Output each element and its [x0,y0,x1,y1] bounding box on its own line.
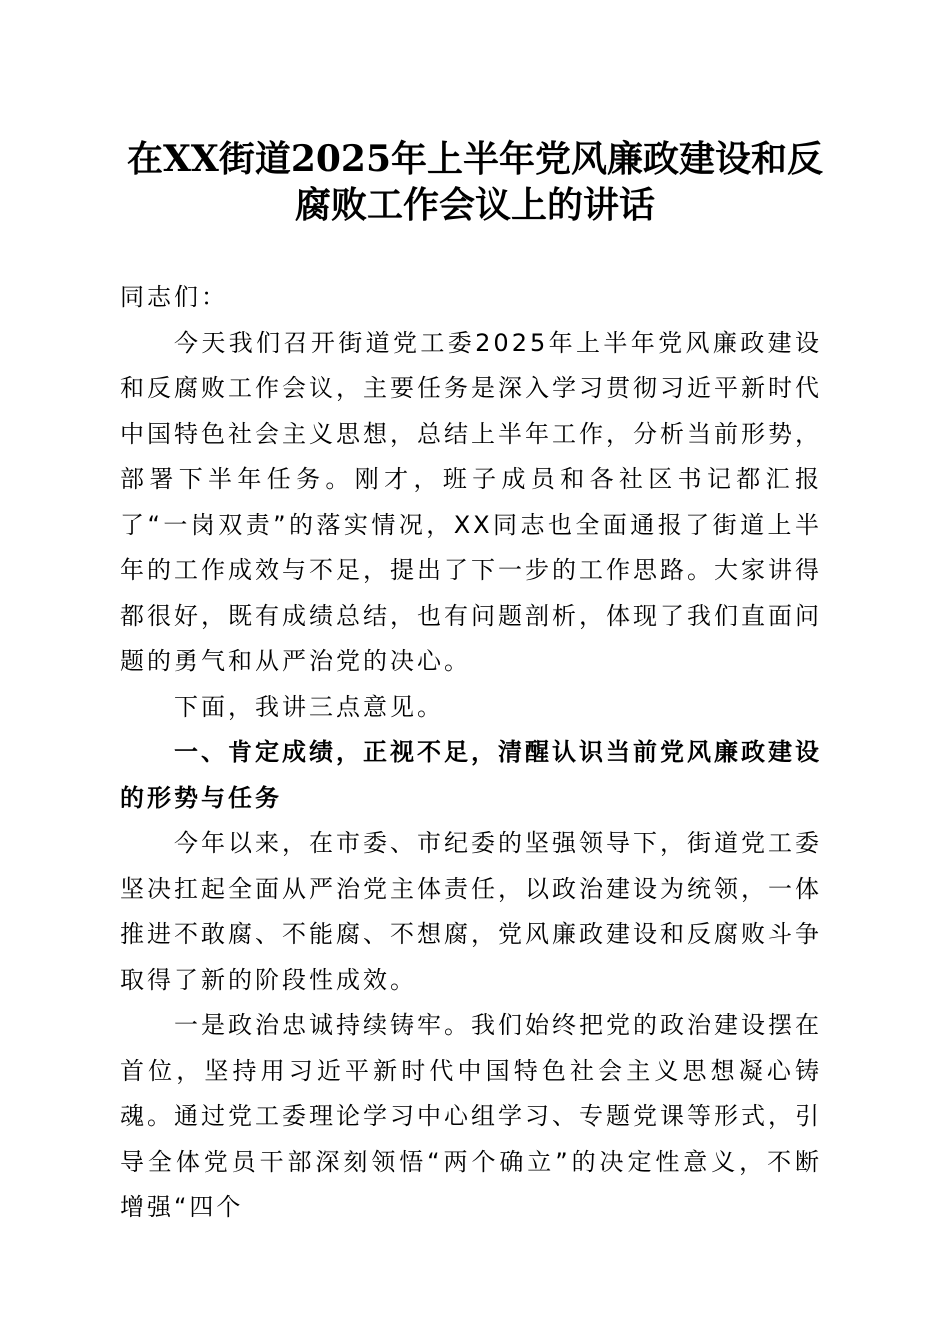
point-text: 我们始终把党的政治建设摆在首位，坚持用习近平新时代中国特色社会主义思想凝心铸魂。通过党工委理论学习中心组学习、专题党课等形式，引导全体党员干部深刻领悟“两个确立”的决定性意义，不断增强“四个 [120,1011,822,1221]
title-line-1: 在XX街道2025年上半年党风廉政建设和反 [126,138,824,180]
document-body [120,275,822,1231]
section-intro: 今年以来，在市委、市纪委的坚强领导下，街道党工委坚决扛起全面从严治党主体责任，以政治建设为统领，一体推进不敢腐、不能腐、不想腐，党风廉政建设和反腐败斗争取得了新的阶段性成效。 [120,829,822,994]
paragraph-transition: 下面，我讲三点意见。 [174,692,444,721]
point-paragraph [120,1003,822,1231]
section-heading: 一、肯定成绩，正视不足，清醒认识当前党风廉政建设的形势与任务 [120,738,822,812]
point-lead: 一是政治忠诚持续铸牢。 [174,1011,471,1039]
title-line-2: 腐败工作会议上的讲话 [294,184,655,226]
document-title [100,136,850,228]
paragraph-opening: 今天我们召开街道党工委2025年上半年党风廉政建设和反腐败工作会议，主要任务是深入学习贯彻习近平新时代中国特色社会主义思想，总结上半年工作，分析当前形势，部署下半年任务。刚才，班子成员和各社区书记都汇报了“一岗双责”的落实情况，XX同志也全面通报了街道上半年的工作成效与不足，提出了下一步的工作思路。大家讲得都很好，既有成绩总结，也有问题剖析，体现了我们直面问题的勇气和从严治党的决心。 [120,328,822,675]
greeting: 同志们： [120,283,228,311]
